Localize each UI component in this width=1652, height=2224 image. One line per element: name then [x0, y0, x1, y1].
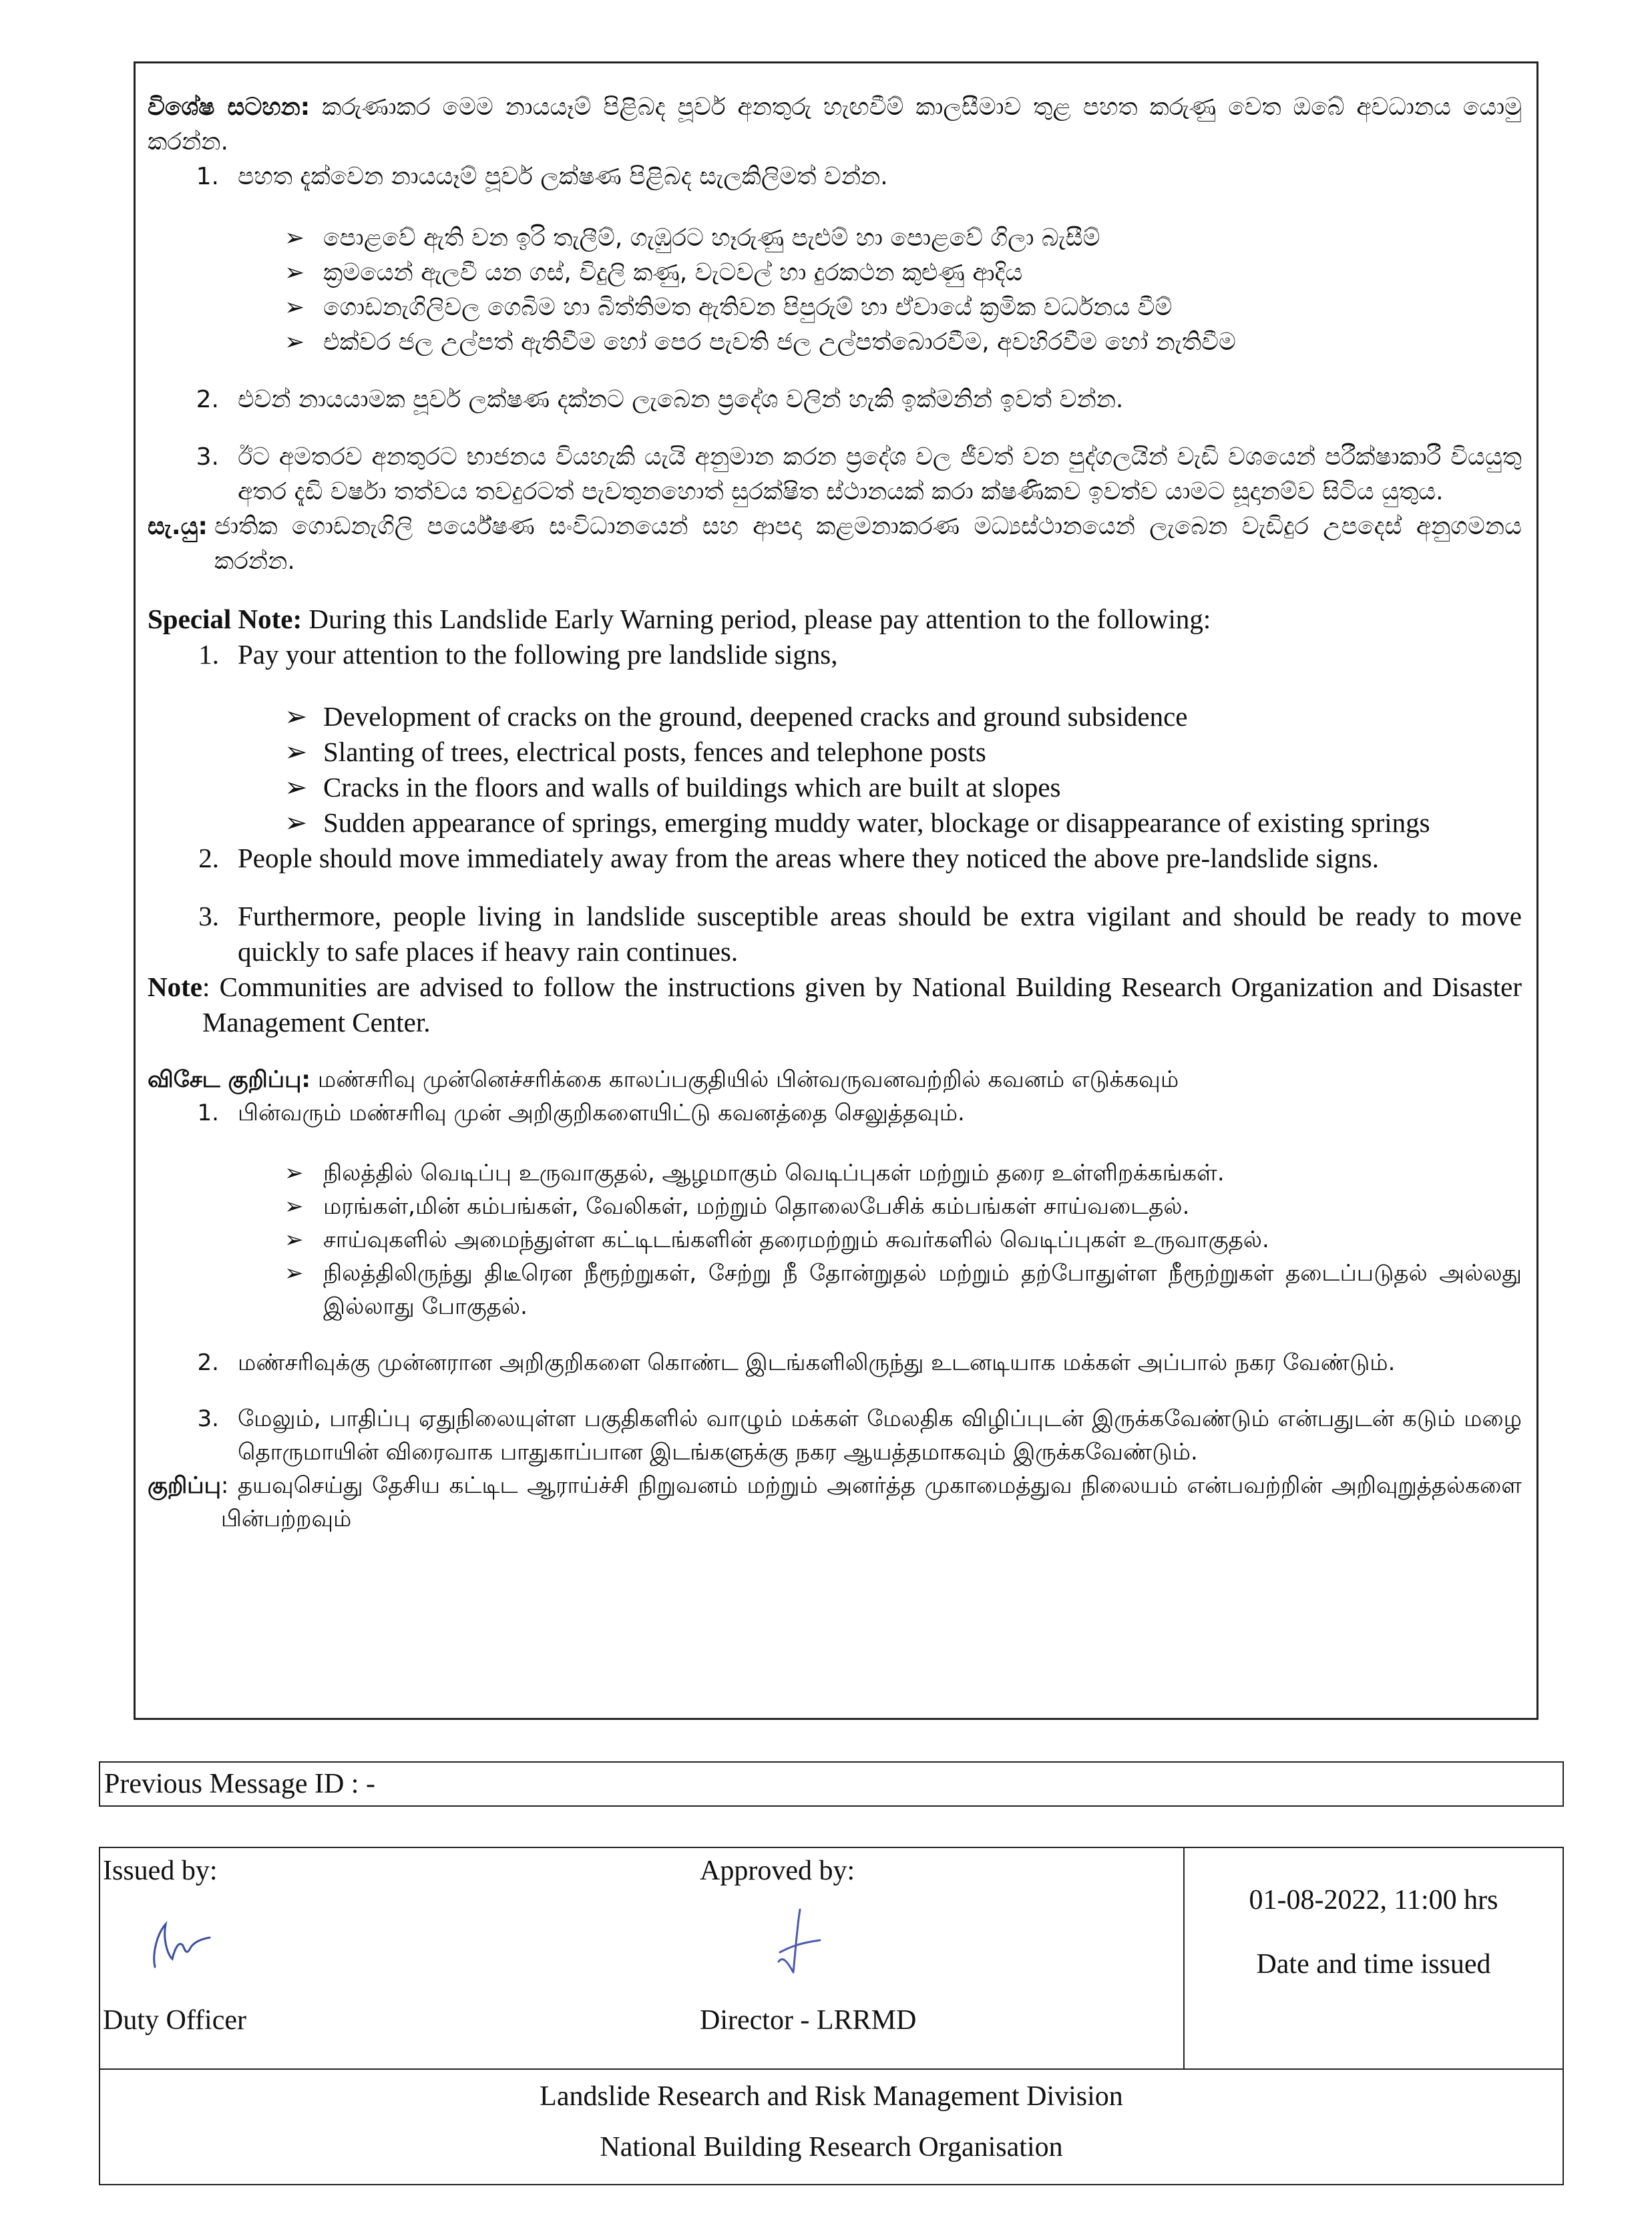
english-item-3: 3. Furthermore, people living in landslide susceptible areas should be extra vigilant and should be ready to move quickly to safe places if heavy rain continues.	[198, 901, 1522, 967]
tamil-note-label: குறிப்பு	[148, 1472, 221, 1499]
issued-by-label: Issued by:	[103, 1855, 218, 1886]
sinhala-item-1: 1. පහත දැක්වෙන නායයෑම් පූර්ව ලක්ෂණ පිළිබද සැලකිලිමත් වන්න.	[196, 163, 888, 190]
tamil-item-1: 1. பின்வரும் மண்சரிவு முன் அறிகுறிகளையிட்டு கவனத்தை செலுத்தவும்.	[197, 1100, 965, 1126]
english-item-2: 2. People should move immediately away from the areas where they noticed the above pre-landslide signs.	[198, 843, 1379, 873]
list-item: ➢ ගොඩනැගිලිවල ගෙබිම හා බිත්තිමත ඇතිවන පිපුරුම් හා ඒවායේ ක්‍රමික වර්ධනය වීම්	[284, 290, 1522, 325]
sinhala-note	[148, 509, 1522, 579]
issue-datetime: 01-08-2022, 11:00 hrs	[1249, 1885, 1498, 1916]
list-item: ➢ එක්වර ජල උල්පත් ඇතිවීම හෝ පෙර පැවති ජල උල්පත්බොරවීම, අවහිරවීම හෝ නැතිවීම	[284, 325, 1522, 360]
arrow-bullet-icon: ➢	[284, 1227, 304, 1253]
tamil-bullets	[148, 1156, 1522, 1323]
list-item: ➢ Sudden appearance of springs, emerging muddy water, blockage or disappearance of existing springs	[284, 805, 1522, 841]
arrow-bullet-icon: ➢	[284, 294, 305, 321]
english-item-1: 1. Pay your attention to the following pre landslide signs,	[198, 639, 838, 670]
tamil-note	[148, 1469, 1522, 1536]
duty-officer-signature	[143, 1915, 216, 1975]
sinhala-lead-label: විශේෂ සටහන:	[148, 93, 311, 121]
tamil-note-text: : தயவுசெய்து தேசிய கட்டிட ஆராய்ச்சி நிறுவனம் மற்றும் அனர்த்த முகாமைத்துவ நிலையம் என்பவற்றின் அறிவுறுத்தல்களை பின்பற்றவும்	[220, 1472, 1522, 1532]
sinhala-lead-text: කරුණාකර මෙම නායයෑම් පිළිබද පූර්ව අනතුරු හැඟවීම් කාලසීමාව තුළ පහත කරුණු වෙත ඔබේ අවධානය යොමු කරන්න.	[148, 93, 1522, 156]
arrow-bullet-icon: ➢	[284, 701, 308, 732]
english-lead-text: During this Landslide Early Warning period, please pay attention to the following:	[308, 604, 1211, 634]
english-lead	[148, 602, 1522, 637]
approval-row	[100, 1848, 1563, 2070]
list-item: ➢ நிலத்திலிருந்து திடீரென நீரூற்றுகள், சேற்று நீ தோன்றுதல் மற்றும் தற்போதுள்ள நீரூற்றுகள் தடைப்படுதல் அல்லது இல்லாது போகுதல்.	[284, 1257, 1522, 1323]
arrow-bullet-icon: ➢	[284, 772, 308, 803]
date-cell	[1185, 1848, 1563, 2068]
tamil-item-2: 2. மண்சரிவுக்கு முன்னரான அறிகுறிகளை கொண்ட இடங்களிலிருந்து உடனடியாக மக்கள் அப்பால் நகர வேண்டும்.	[197, 1349, 1396, 1376]
arrow-bullet-icon: ➢	[284, 224, 305, 252]
approved-by-role: Director - LRRMD	[700, 2005, 917, 2036]
issued-by-cell	[103, 1855, 246, 2036]
list-item: ➢ ක්‍රමයෙන් ඇලවී යන ගස්, විදුලි කණු, වැටවල් හා දුරකථන කුළුණු ආදිය	[284, 256, 1522, 290]
issuance-footer	[99, 1847, 1564, 2185]
sinhala-note-label: සැ.යු:	[148, 513, 208, 540]
sinhala-bullets	[148, 221, 1522, 360]
issued-by-role: Duty Officer	[103, 2005, 246, 2036]
organisation-name: National Building Research Organisation	[600, 2132, 1063, 2163]
list-item: ➢ சாய்வுகளில் அமைந்துள்ள கட்டிடங்களின் தரைமற்றும் சுவர்களில் வெடிப்புகள் உருவாகுதல்.	[284, 1223, 1522, 1257]
sinhala-note-text: ජාතික ගොඩනැගිලි පර්යේෂණ සංවිධානයෙන් සහ ආපදා කළමනාකරණ මධ්‍යස්ථානයෙන් ලැබෙන වැඩිදුර උපදෙස් අනුගමනය කරන්න.	[214, 513, 1522, 575]
arrow-bullet-icon: ➢	[284, 736, 308, 767]
arrow-bullet-icon: ➢	[284, 1193, 304, 1220]
list-item: ➢ Cracks in the floors and walls of buildings which are built at slopes	[284, 770, 1522, 805]
list-item: ➢ மரங்கள்,மின் கம்பங்கள், வேலிகள், மற்றும் தொலைபேசிக் கம்பங்கள் சாய்வடைதல்.	[284, 1190, 1522, 1223]
list-item: ➢ Slanting of trees, electrical posts, fences and telephone posts	[284, 734, 1522, 770]
issue-datetime-label: Date and time issued	[1256, 1949, 1491, 1980]
list-item: ➢ පොළවේ ඇති වන ඉරි තැලීම්, ගැඹුරට හෑරුණු පැළුම් හා පොළවේ ගිලා බැසීම්	[284, 221, 1522, 256]
english-note-label: Note	[148, 971, 202, 1002]
english-note	[148, 969, 1522, 1040]
arrow-bullet-icon: ➢	[284, 328, 305, 356]
tamil-item-3: 3. மேலும், பாதிப்பு ஏதுநிலையுள்ள பகுதிகளில் வாழும் மக்கள் மேலதிக விழிப்புடன் இருக்கவேண்டும் என்பதுடன் கடும் மழை தொருமாயின் விரைவாக பாதுகாப்பான இடங்களுக்கு நகர ஆயத்தமாகவும் இருக்கவேண்டும்.	[197, 1405, 1522, 1466]
approved-by-cell	[700, 1855, 917, 2036]
tamil-section	[148, 1063, 1522, 1536]
tamil-lead-label: விசேட குறிப்பு:	[148, 1066, 311, 1093]
english-section	[148, 602, 1522, 1040]
sinhala-section	[148, 90, 1522, 579]
tamil-lead-text: மண்சரிவு முன்னெச்சரிக்கை காலப்பகுதியில் பின்வருவனவற்றில் கவனம் எடுக்கவும்	[317, 1066, 1179, 1093]
english-note-text: : Communities are advised to follow the instructions given by National Building Research Organization and Disaster Management Center.	[202, 971, 1522, 1038]
arrow-bullet-icon: ➢	[284, 259, 305, 286]
list-item: ➢ Development of cracks on the ground, deepened cracks and ground subsidence	[284, 699, 1522, 734]
director-signature	[767, 1906, 827, 1979]
list-item: ➢ நிலத்தில் வெடிப்பு உருவாகுதல், ஆழமாகும் வெடிப்புகள் மற்றும் தரை உள்ளிறக்கங்கள்.	[284, 1156, 1522, 1190]
arrow-bullet-icon: ➢	[284, 1160, 304, 1186]
sinhala-lead	[148, 90, 1522, 160]
english-lead-label: Special Note:	[148, 604, 302, 634]
tamil-lead	[148, 1063, 1522, 1096]
previous-message-id: Previous Message ID : -	[99, 1761, 1564, 1807]
special-notes-box	[134, 61, 1538, 1720]
arrow-bullet-icon: ➢	[284, 1260, 304, 1287]
arrow-bullet-icon: ➢	[284, 807, 308, 838]
sinhala-item-2: 2. එවන් නායයාමක පූර්ව ලක්ෂණ දක්නට ලැබෙන ප්‍රදේශ වලින් හැකි ඉක්මනින් ඉවත් වන්න.	[196, 386, 1124, 413]
sinhala-item-3: 3. ඊට අමතරව අනතුරට භාජනය වියහැකි යැයි අනුමාන කරන ප්‍රදේශ වල ජීවත් වන පුද්ගලයින් වැඩි වශයෙන් පරීක්ෂාකාරී වියයුතු අතර දැඩි වර්ෂා තත්වය තවදුරටත් පැවතුනහොත් සුරක්ෂිත ස්ථානයක් කරා ක්ෂණිකව ඉවත්ව යාමට සූදානම්ව සිටිය යුතුය.	[196, 443, 1522, 505]
english-bullets	[148, 699, 1522, 841]
division-name: Landslide Research and Risk Management Division	[540, 2081, 1123, 2112]
approved-by-label: Approved by:	[700, 1855, 855, 1886]
